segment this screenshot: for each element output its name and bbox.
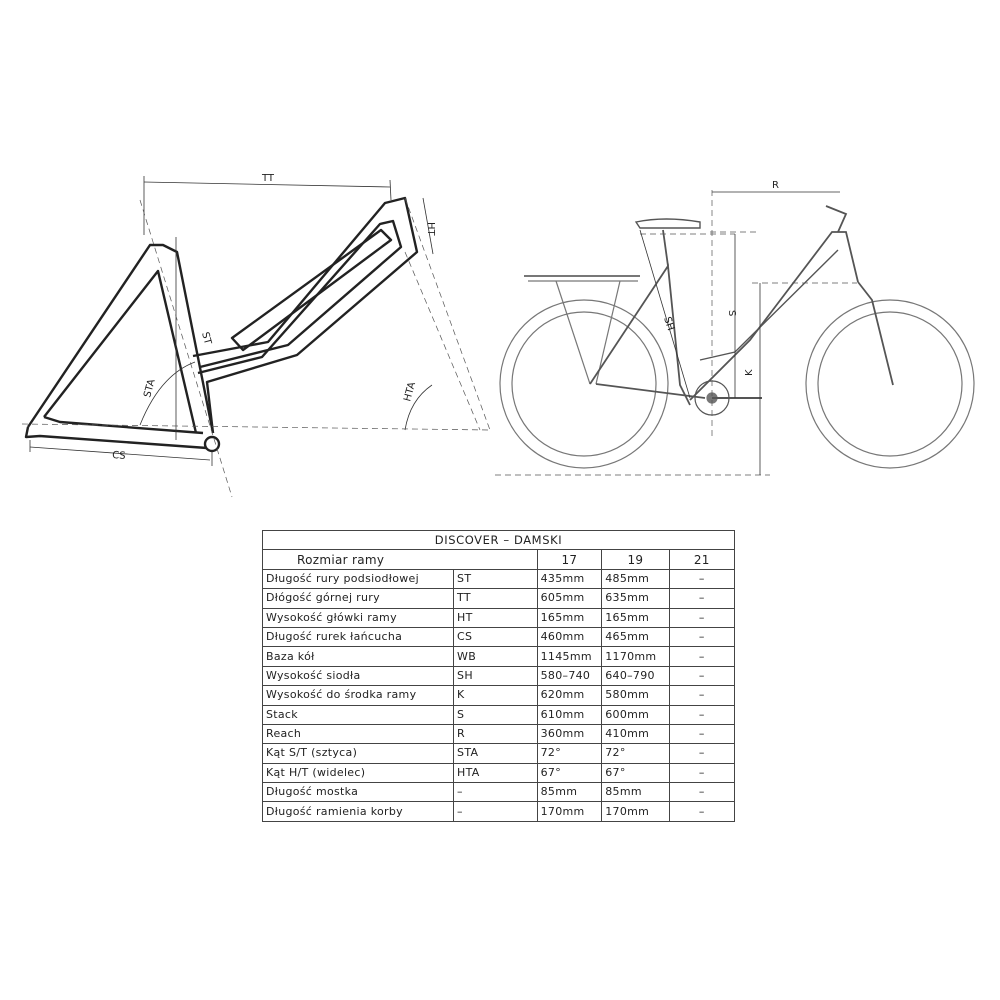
row-value-19: 410mm xyxy=(602,724,669,743)
row-code: SH xyxy=(454,666,538,685)
table-row xyxy=(263,589,735,608)
frame-outline xyxy=(26,198,417,448)
bike-side-view xyxy=(500,206,974,468)
row-value-17: 360mm xyxy=(537,724,602,743)
row-value-21: – xyxy=(669,627,734,646)
row-value-21: – xyxy=(669,783,734,802)
row-value-19: 485mm xyxy=(602,569,669,588)
row-value-21: – xyxy=(669,647,734,666)
hta-label: HTA xyxy=(402,380,418,403)
row-value-21: – xyxy=(669,763,734,782)
row-value-17: 170mm xyxy=(537,802,602,821)
row-value-17: 460mm xyxy=(537,627,602,646)
size-header-21: 21 xyxy=(669,550,734,569)
row-value-21: – xyxy=(669,589,734,608)
table-title: DISCOVER – DAMSKI xyxy=(263,531,735,550)
row-value-19: 640–790 xyxy=(602,666,669,685)
row-name: Długość ramienia korby xyxy=(263,802,454,821)
row-value-21: – xyxy=(669,705,734,724)
cs-label: CS xyxy=(111,450,126,462)
bike-dimension-lines xyxy=(640,192,840,475)
row-value-21: – xyxy=(669,802,734,821)
table-row xyxy=(263,627,735,646)
row-value-17: 67° xyxy=(537,763,602,782)
row-code: R xyxy=(454,724,538,743)
row-value-21: – xyxy=(669,744,734,763)
row-name: Reach xyxy=(263,724,454,743)
r-label: R xyxy=(772,180,779,191)
row-value-19: 165mm xyxy=(602,608,669,627)
table-row xyxy=(263,783,735,802)
row-value-17: 605mm xyxy=(537,589,602,608)
size-header-19: 19 xyxy=(602,550,669,569)
row-name: Długość rury podsiodłowej xyxy=(263,569,454,588)
row-code: – xyxy=(454,802,538,821)
row-name: Długość rurek łańcucha xyxy=(263,627,454,646)
row-code: STA xyxy=(454,744,538,763)
size-header-label: Rozmiar ramy xyxy=(263,550,538,569)
row-value-19: 580mm xyxy=(602,686,669,705)
row-code: ST xyxy=(454,569,538,588)
row-value-21: – xyxy=(669,569,734,588)
tt-label: TT xyxy=(262,173,275,184)
row-value-21: – xyxy=(669,686,734,705)
row-code: HTA xyxy=(454,763,538,782)
row-value-21: – xyxy=(669,724,734,743)
row-code: S xyxy=(454,705,538,724)
row-name: Wysokość siodła xyxy=(263,666,454,685)
ht-label: HT xyxy=(425,222,436,236)
row-name: Długość mostka xyxy=(263,783,454,802)
row-value-21: – xyxy=(669,666,734,685)
row-value-21: – xyxy=(669,608,734,627)
row-name: Baza kół xyxy=(263,647,454,666)
row-value-19: 465mm xyxy=(602,627,669,646)
row-value-17: 435mm xyxy=(537,569,602,588)
row-code: CS xyxy=(454,627,538,646)
row-code: – xyxy=(454,783,538,802)
row-value-19: 1170mm xyxy=(602,647,669,666)
row-name: Dłógość górnej rury xyxy=(263,589,454,608)
table-row xyxy=(263,608,735,627)
k-label: K xyxy=(744,369,755,376)
row-value-19: 635mm xyxy=(602,589,669,608)
row-name: Wysokość do środka ramy xyxy=(263,686,454,705)
table-header-row xyxy=(263,550,735,569)
row-name: Kąt S/T (sztyca) xyxy=(263,744,454,763)
row-value-17: 1145mm xyxy=(537,647,602,666)
row-value-19: 67° xyxy=(602,763,669,782)
geometry-table xyxy=(262,530,735,822)
row-value-19: 72° xyxy=(602,744,669,763)
row-value-17: 165mm xyxy=(537,608,602,627)
sh-label: SH xyxy=(661,315,676,333)
table-row xyxy=(263,802,735,821)
table-row xyxy=(263,569,735,588)
row-name: Wysokość główki ramy xyxy=(263,608,454,627)
st-label: ST xyxy=(199,330,213,346)
row-name: Stack xyxy=(263,705,454,724)
row-value-17: 580–740 xyxy=(537,666,602,685)
row-value-19: 85mm xyxy=(602,783,669,802)
row-code: TT xyxy=(454,589,538,608)
row-name: Kąt H/T (widelec) xyxy=(263,763,454,782)
row-value-17: 72° xyxy=(537,744,602,763)
size-header-17: 17 xyxy=(537,550,602,569)
row-value-17: 85mm xyxy=(537,783,602,802)
row-code: WB xyxy=(454,647,538,666)
row-value-17: 620mm xyxy=(537,686,602,705)
table-row xyxy=(263,763,735,782)
table-row xyxy=(263,744,735,763)
row-code: K xyxy=(454,686,538,705)
table-row xyxy=(263,647,735,666)
row-value-17: 610mm xyxy=(537,705,602,724)
sta-label: STA xyxy=(142,378,158,399)
table-row xyxy=(263,666,735,685)
row-value-19: 170mm xyxy=(602,802,669,821)
table-row xyxy=(263,686,735,705)
row-code: HT xyxy=(454,608,538,627)
s-label: S xyxy=(726,310,737,317)
table-row xyxy=(263,724,735,743)
table-row xyxy=(263,705,735,724)
row-value-19: 600mm xyxy=(602,705,669,724)
